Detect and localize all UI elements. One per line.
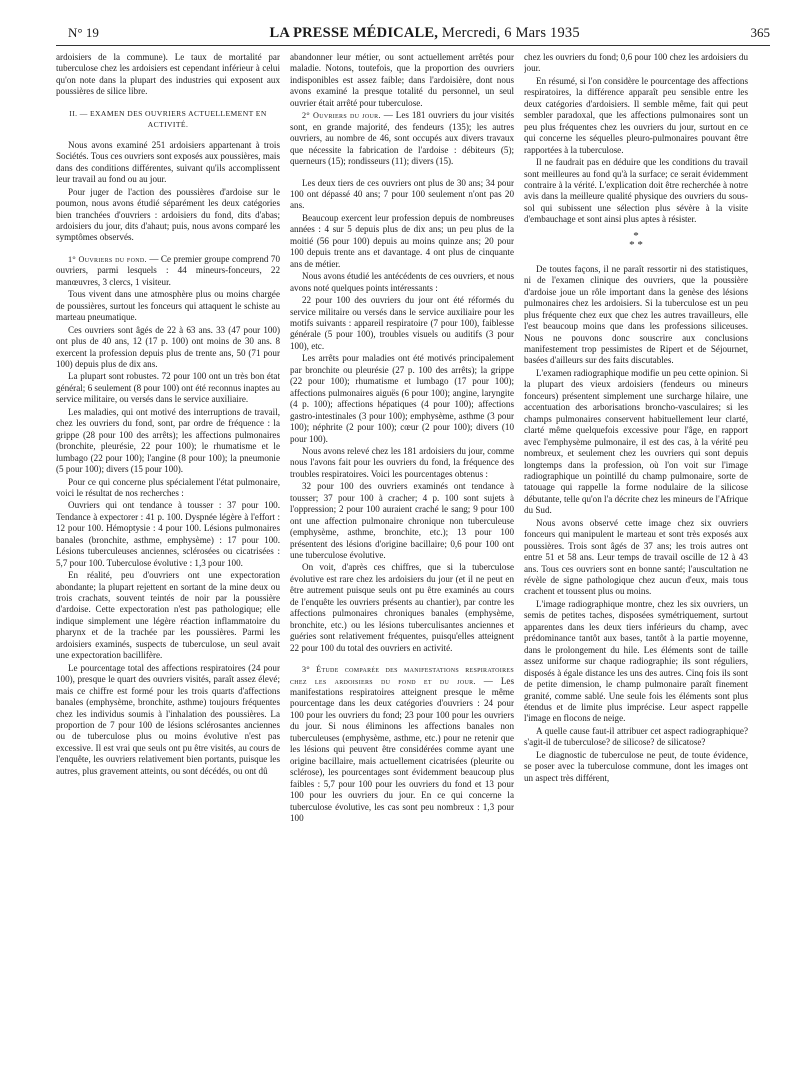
subsection-lead: 2° Ouvriers du jour. <box>302 111 381 121</box>
paragraph: Pour juger de l'action des poussières d'ardoise sur le poumon, nous avons étudié séparément les deux catégories bien tranchées d'ouvriers : ardoisiers du fond, dits d'abas; ardoisiers du jour, dits d'ahaut; puis, nous avons comparé les symptômes observés. <box>56 186 280 243</box>
paragraph: Le diagnostic de tuberculose ne peut, de toute évidence, se poser avec la tuberculose commune, dont les images ont un aspect très différent, <box>524 749 748 783</box>
paragraph: Beaucoup exercent leur profession depuis de nombreuses années : 4 sur 5 depuis plus de dix ans; un peu plus de la moitié (56 pour 100) depuis au moins quinze ans; 20 pour 100 depuis trente ans et davantage. 4 ont plus de cinquante ans de métier. <box>290 212 514 269</box>
paragraph: Ces ouvriers sont âgés de 22 à 63 ans. 33 (47 pour 100) ont plus de 40 ans, 12 (17 p. 100) ont moins de 30 ans. 8 exercent la profession depuis plus de trente ans, 50 (71 pour 100) depuis plus de dix ans. <box>56 324 280 369</box>
journal-name: LA PRESSE MÉDICALE, <box>269 24 439 41</box>
paragraph: Nous avons observé cette image chez six ouvriers fonceurs qui manipulent le marteau et sont très exposés aux poussières. Trois sont âgés de 37 ans; les trois autres ont entre 51 et 58 ans. Leur temps de travail oscille de 12 à 43 ans. Tous ces ouvriers sont en bonne santé; l'auscultation ne révèle de signe pathologique chez aucun d'eux, mais tous crachent et toussent plus ou moins. <box>524 517 748 597</box>
paragraph: Nous avons examiné 251 ardoisiers appartenant à trois Sociétés. Tous ces ouvriers sont exposés aux poussières, mais dans des conditions différentes, suivant qu'ils accomplissent leur travail au fond ou au jour. <box>56 139 280 185</box>
paragraph: Nous avons relevé chez les 181 ardoisiers du jour, comme nous l'avons fait pour les ouvriers du fond, la fréquence des troubles respiratoires. Voici les pourcentages obtenus : <box>290 445 514 479</box>
paragraph: De toutes façons, il ne paraît ressortir ni des statistiques, ni de l'examen clinique des ouvriers, que la poussière d'ardoise joue un rôle important dans la genèse des lésions pulmonaires chez les ardoisiers. Si la tuberculose est un peu plus fréquente chez eux que chez les autres travailleurs, elle l'est beaucoup moins que dans les professions siliceuses. Nous ne pouvons donc souscrire aux conclusions manifestement trop pessimistes de Ripert et de Séjournet, basées d'ailleurs sur des faits discutables. <box>524 263 748 366</box>
paragraph-text: — Les 181 ouvriers du jour visités sont, en grande majorité, des fendeurs (135); les autres ouvriers, au nombre de 46, sont occupés aux divers travaux que nécessite la fabrication de l'ardoise : débiteurs (5); querneurs (15); rondisseurs (11); divers (15). <box>290 110 514 167</box>
paragraph <box>56 254 280 288</box>
paragraph: Nous avons étudié les antécédents de ces ouvriers, et nous avons noté quelques points intéressants : <box>290 271 514 293</box>
paragraph <box>290 664 514 824</box>
paragraph: L'examen radiographique modifie un peu cette opinion. Si la plupart des vieux ardoisiers (fendeurs ou mineurs fonceurs) présentent simplement une surcharge hilaire, une accentuation des arborisations broncho-vasculaires; si les champs pulmonaires conservent habituellement leur clarté, clarté même quelquefois excessive pour l'âge, en rapport avec l'emphysème pulmonaire, il est des cas, à la vérité peu nombreux, et seulement chez les ouvriers qui sont depuis longtemps dans la profession, où l'on voit sur l'image radiographique un pointillé du champ pulmonaire, sorte de tatouage qui rappelle la forme nodulaire de la silicose débutante, telle qu'on l'a décrite chez les mineurs de l'Afrique du Sud. <box>524 367 748 516</box>
text-column-1 <box>56 52 280 1074</box>
subsection-lead: 1° Ouvriers du fond. <box>68 254 147 264</box>
header-rule <box>56 45 770 46</box>
text-column-2 <box>290 52 514 1074</box>
paragraph: chez les ouvriers du fond; 0,6 pour 100 chez les ardoisiers du jour. <box>524 52 748 74</box>
paragraph: On voit, d'après ces chiffres, que si la tuberculose évolutive est rare chez les ardoisiers du jour (et il ne peut en être autrement puisque seuls ont pu être examinés au cours de l'enquête les ouvriers présents au chantier), par contre les affections pulmonaires chroniques banales (emphysème, bronchite, etc.) ou les lésions tuberculisantes anciennes et guéries sont relativement fréquentes, puisqu'elles atteignent 22 pour 100 du total des ouvriers en activité. <box>290 562 514 653</box>
paragraph: Le pourcentage total des affections respiratoires (24 pour 100), presque le quart des ouvriers visités, paraît assez élevé; mais ce chiffre est formé pour les trois quarts d'affections banales (emphysème, bronchite, asthme) toujours fréquentes chez les individus soumis à l'inhalation des poussières. La proportion de 7 pour 100 de lésions sclérosantes anciennes ou de tuberculose plus ou moins évolutive n'est pas excessive. Il est vrai que seuls ont pu être visités, au cours de l'enquête, les ouvriers relativement bien portants, puisque les autres, plus gravement atteints, ou sont décédés, ou ont dû <box>56 662 280 776</box>
paragraph: 32 pour 100 des ouvriers examinés ont tendance à tousser; 37 pour 100 à cracher; 4 p. 100 sont sujets à l'oppression; 2 pour 100 auraient craché le sang; 9 pour 100 ont une affection pulmonaire chronique non tuberculeuse (emphysème, asthme, bronchite, etc.); 13 pour 100 présentent des lésions d'origine bacillaire; 0,6 pour 100 ont une tuberculose évolutive. <box>290 481 514 561</box>
paragraph: L'image radiographique montre, chez les six ouvriers, un semis de petites taches, disposées symétriquement, surtout apparentes dans les deux tiers inférieurs du champ, avec prédominance tantôt aux bases, tantôt à la partie moyenne, dans le prolongement du hile. Les éléments sont de taille assez uniforme sur chaque radiographie; ils sont réguliers, disposés à égale distance les uns des autres. Cinq fois ils sont de petite dimension, le champ pulmonaire paraît finement granité, comme sablé. Une seule fois les éléments sont plus étendus et de limite plus imprécise. Leur aspect rappelle l'image en flocons de neige. <box>524 598 748 724</box>
paragraph: Les maladies, qui ont motivé des interruptions de travail, chez les ouvriers du fond, sont, par ordre de fréquence : la grippe (28 pour 100 des arrêts); les affections pulmonaires (bronchite, pleurésie, 22 pour 100); le rhumatisme et le lumbago (22 pour 100); l'angine (8 pour 100); la pneumonie (5 pour 100); divers (15 pour 100). <box>56 406 280 475</box>
paragraph <box>290 110 514 167</box>
paragraph: 22 pour 100 des ouvriers du jour ont été réformés du service militaire ou versés dans le service auxiliaire pour les motifs suivants : appareil respiratoire (7 pour 100), faiblesse générale (5 pour 100), troubles visuels ou auditifs (3 pour 100), etc. <box>290 295 514 351</box>
paragraph: Les deux tiers de ces ouvriers ont plus de 30 ans; 34 pour 100 ont dépassé 40 ans; 7 pour 100 seulement n'ont pas 20 ans. <box>290 177 514 211</box>
issue-date: Mercredi, 6 Mars 1935 <box>441 24 580 41</box>
paragraph: Les arrêts pour maladies ont été motivés principalement par bronchite ou pleurésie (27 p. 100 des arrêts); la grippe (22 pour 100); rhumatisme et lumbago (17 pour 100); affections pulmonaires aiguës (6 pour 100); angine, laryngite (4 p. 100); affections hépatiques (4 pour 100); affections gastro-intestinales (3 pour 100); emphysème, asthme (3 pour 100); néphrite (2 pour 100); cœur (2 pour 100); divers (10 pour 100). <box>290 353 514 444</box>
paragraph: ardoisiers de la commune). Le taux de mortalité par tuberculose chez les ardoisiers est cependant inférieur à celui qu'on note dans la plupart des industries qui exposent aux poussières de silice libre. <box>56 52 280 97</box>
paragraph: En réalité, peu d'ouvriers ont une expectoration abondante; la plupart rejettent en sortant de la mine deux ou trois crachats, souvent teintés de noir par la poussière d'ardoise. Cette expectoration n'est pas pathologique; elle indique simplement une légère réaction inflammatoire du pharynx et de la trachée par les poussières. Parmi les ardoisiers examinés, suspects de tuberculose, un seul avait une expectoration bacillifère. <box>56 570 280 661</box>
article-body <box>56 52 770 1074</box>
subsection-lead: 3° Étude comparée des manifestations respiratoires chez les ardoisiers du fond et du jour. <box>290 665 514 686</box>
section-heading: II. — EXAMEN DES OUVRIERS ACTUELLEMENT EN ACTIVITÉ. <box>69 108 267 129</box>
paragraph: En résumé, si l'on considère le pourcentage des affections respiratoires, la différence apparaît peu sensible entre les deux catégories d'ardoisiers. Il semble même, fait qui peut sembler paradoxal, que les affections pulmonaires sont un peu plus fréquentes chez les ouvriers du jour, surtout en ce qui concerne les séquelles pleuro-pulmonaires pouvant être rapportées à la tuberculose. <box>524 75 748 155</box>
masthead <box>270 25 580 42</box>
page-header <box>68 22 770 44</box>
paragraph: Ouvriers qui ont tendance à tousser : 37 pour 100. Tendance à expectorer : 41 p. 100. Dyspnée légère à l'effort : 12 pour 100. Hémoptysie : 4 pour 100. Lésions pulmonaires banales (bronchite, asthme, emphysème) : 17 pour 100. Lésions tuberculeuses anciennes, sclérosées ou cicatrisées : 5,7 pour 100. Tuberculose évolutive : 1,3 pour 100. <box>56 500 280 568</box>
section-separator-asterisks: * * * <box>629 229 643 251</box>
paragraph: abandonner leur métier, ou sont actuellement arrêtés pour maladie. Notons, toutefois, que la proportion des ouvriers indisponibles est assez faible; dans l'ardoisière, dont nous avons examiné la presque totalité du personnel, un seul ouvrier était arrêté pour tuberculose. <box>290 52 514 108</box>
text-column-3 <box>524 52 748 1074</box>
issue-number: N° 19 <box>68 25 99 40</box>
paragraph-text: — Ce premier groupe comprend 70 ouvriers, parmi lesquels : 44 mineurs-fonceurs, 22 manœuvres, 3 clercs, 1 visiteur. <box>56 253 280 287</box>
paragraph: Il ne faudrait pas en déduire que les conditions du travail sont meilleures au fond qu'à la surface; ce serait évidemment contraire à la vérité. L'explication doit être recherchée à notre avis dans la meilleure qualité physique des ouvriers du sous-sol qui subissent une sélection plus sévère à la visite d'embauchage et sont ainsi plus aptes à résister. <box>524 157 748 225</box>
paragraph: Tous vivent dans une atmosphère plus ou moins chargée de poussières, surtout les fonceurs qui attaquent le schiste au marteau pneumatique. <box>56 289 280 323</box>
paragraph: Pour ce qui concerne plus spécialement l'état pulmonaire, voici le résultat de nos recherches : <box>56 476 280 498</box>
page-number: 365 <box>750 25 770 40</box>
paragraph: La plupart sont robustes. 72 pour 100 ont un très bon état général; 6 seulement (8 pour 100) ont été reconnus inaptes au service militaire, ou versés dans le service auxiliaire. <box>56 371 280 405</box>
paragraph-text: — Les manifestations respiratoires atteignent presque le même pourcentage dans les deux catégories d'ouvriers : 24 pour 100 pour les ouvriers du fond; 23 pour 100 pour les ouvriers du jour. Si nous éliminons les affections banales non tuberculeuses (emphysème, asthme, etc.) pour ne retenir que les lésions qui peuvent être considérées comme ayant une origine bacillaire, mais actuellement cicatrisées (pleurite ou sclérose), les pourcentages sont évidemment beaucoup plus faibles : 5,7 pour 100 pour les ouvriers du fond et 13 pour 100 pour les ouvriers du jour. En ce qui concerne la tuberculose évolutive, les cas sont peu nombreux : 1,3 pour 100 <box>290 675 514 823</box>
paragraph: A quelle cause faut-il attribuer cet aspect radiographique? s'agit-il de tuberculose? de silicose? de silicatose? <box>524 725 748 748</box>
